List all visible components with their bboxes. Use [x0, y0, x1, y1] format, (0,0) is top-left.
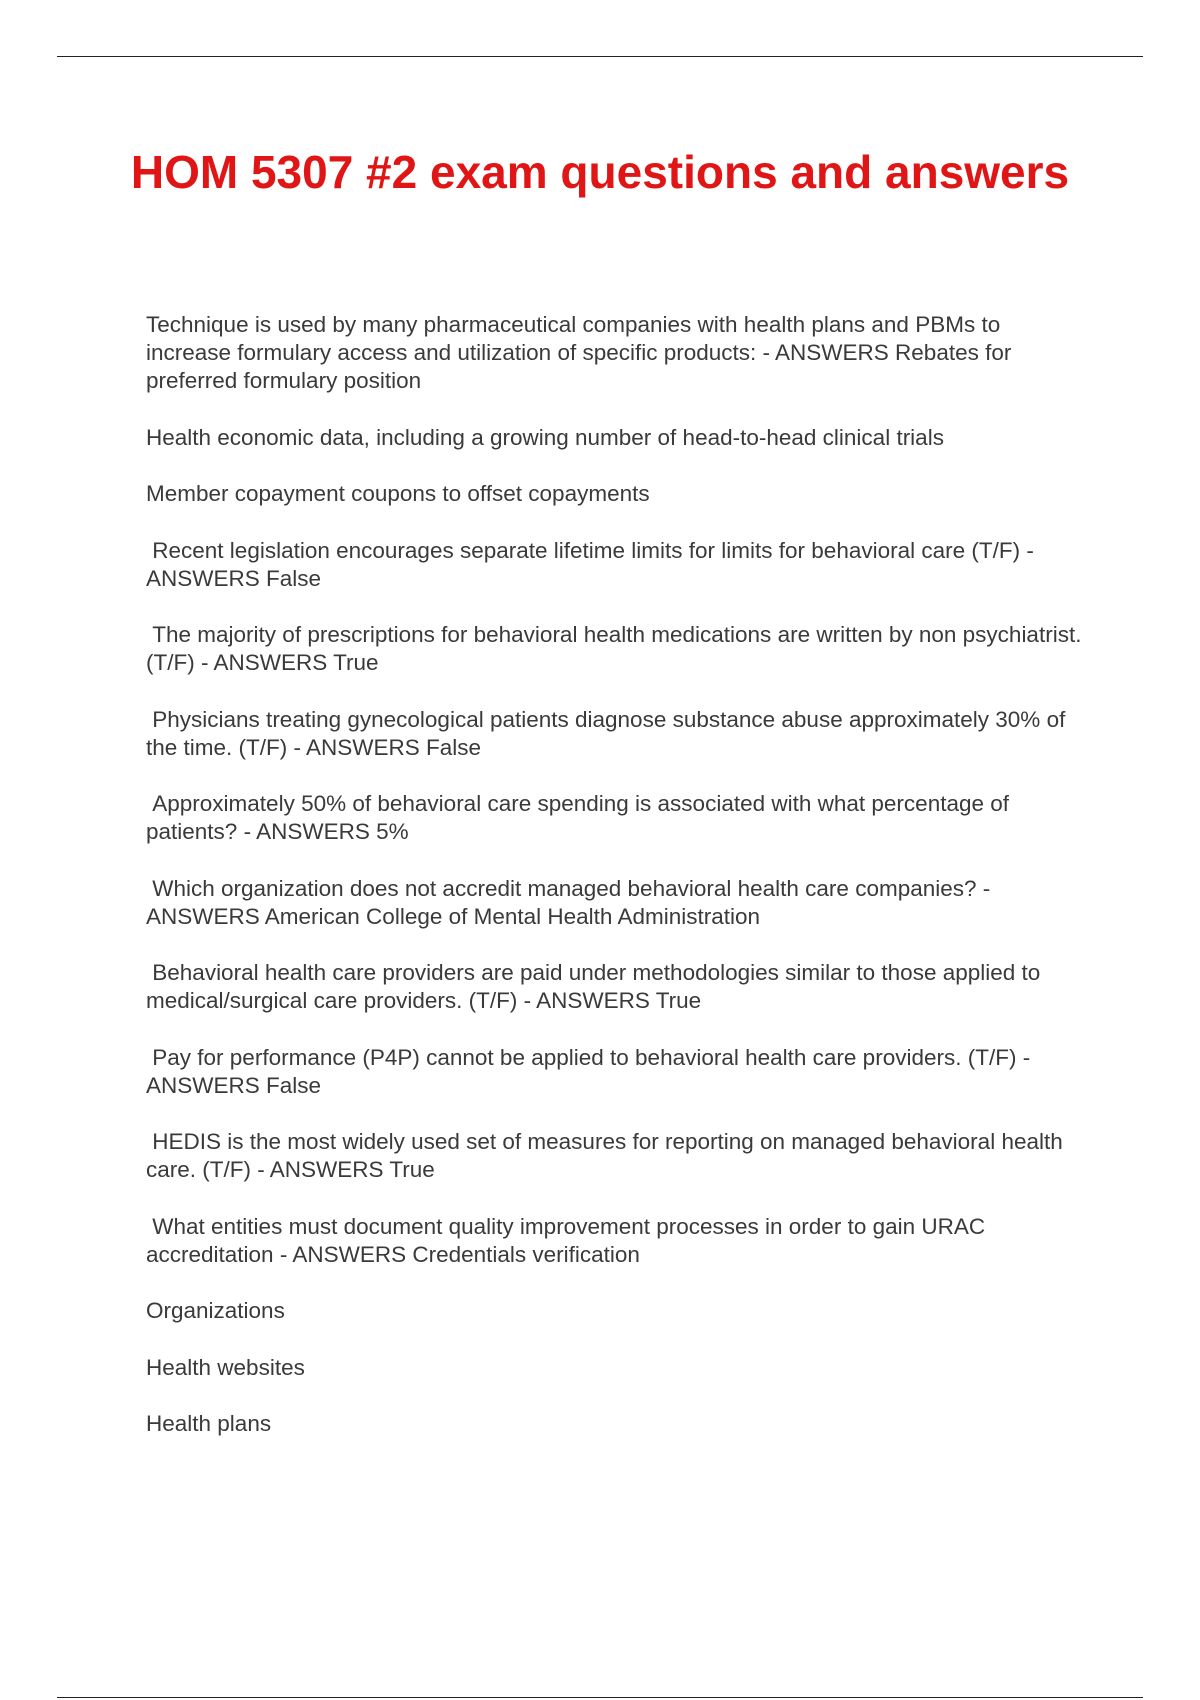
qa-entry: What entities must document quality improvement processes in order to gain URAC accreditation - ANSWERS Credentials verification — [146, 1213, 992, 1267]
qa-entry: Physicians treating gynecological patients diagnose substance abuse approximately 30% of the time. (T/F) - ANSWERS False — [146, 706, 1072, 760]
qa-entry: Member copayment coupons to offset copayments — [146, 481, 650, 506]
qa-entry: HEDIS is the most widely used set of measures for reporting on managed behavioral health care. (T/F) - ANSWERS True — [146, 1129, 1070, 1182]
header-rule — [57, 56, 1143, 57]
qa-entry: Health websites — [146, 1354, 305, 1380]
qa-entry: Approximately 50% of behavioral care spending is associated with what percentage of patients? - ANSWERS 5% — [146, 791, 1016, 844]
qa-entry: Recent legislation encourages separate lifetime limits for limits for behavioral care (T/F) - ANSWERS False — [146, 537, 1039, 591]
qa-entry: Health plans — [146, 1411, 272, 1436]
qa-entry: Which organization does not accredit managed behavioral health care companies? - ANSWERS American College of Mental Health Administration — [146, 875, 996, 929]
document-body — [146, 311, 1091, 1467]
qa-entry: The majority of prescriptions for behavioral health medications are written by non psychiatrist. (T/F) - ANSWERS True — [146, 622, 1088, 675]
footer-rule — [57, 1697, 1143, 1698]
qa-entry: Organizations — [146, 1298, 285, 1323]
qa-entry: Behavioral health care providers are paid under methodologies similar to those applied to medical/surgical care providers. (T/F) - ANSWERS True — [146, 960, 1047, 1013]
qa-entry: Health economic data, including a growing number of head-to-head clinical trials — [146, 424, 944, 450]
document-title: HOM 5307 #2 exam questions and answers — [130, 146, 1070, 198]
qa-entry: Pay for performance (P4P) cannot be applied to behavioral health care providers. (T/F) - ANSWERS False — [146, 1044, 1036, 1098]
qa-entry: Technique is used by many pharmaceutical companies with health plans and PBMs to increase formulary access and utilization of specific products: - ANSWERS Rebates for preferred formulary position — [146, 312, 1018, 393]
